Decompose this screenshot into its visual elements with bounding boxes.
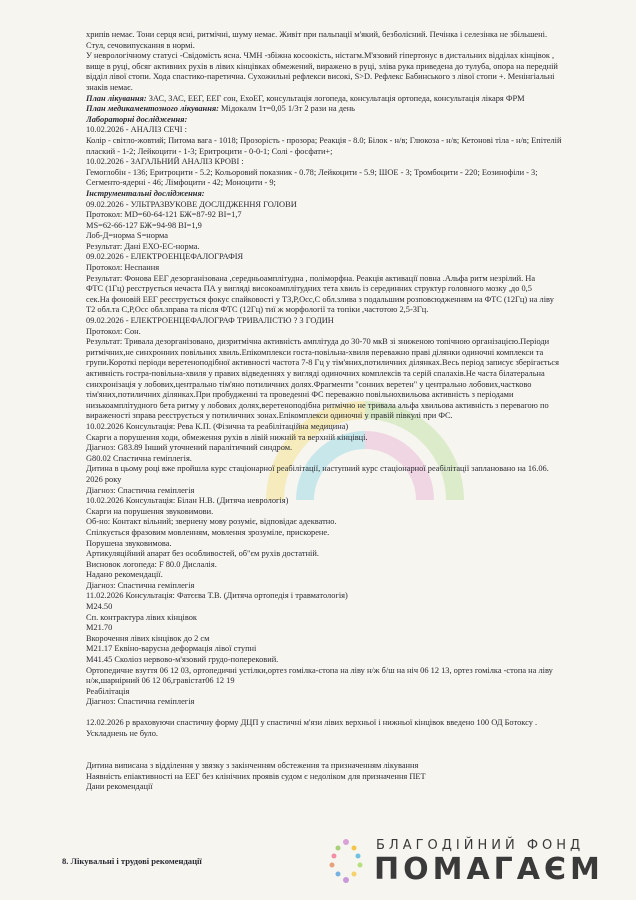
document-line: Ортопедичне взуття 06 12 03, ортопедичні устілки,ортез гомілка-стопа на ліву н/ж б/ш на ніч 06 12 13, ортез гомілка -стопа на ліву	[86, 665, 553, 675]
document-line: У неврологічному статусі -Свідомість ясна. ЧМН -збіжна косоокість, ністагм.М'язовий гіпертонус в дистальних відділах кінцівок ,	[86, 51, 555, 61]
document-line: 10.02.2026 Консультація: Білан Н.В. (Дитяча неврологія)	[86, 496, 289, 506]
document-line: Спілкується фразовим мовленням, мовлення зрозуміле, прискорене.	[86, 527, 330, 537]
document-line: плаский - 1-2; Лейкоцити - 1-3; Еритроцити - 0-0-1; Солі - фосфати+;	[86, 146, 333, 156]
document-line: сек.На фоновій ЕЕГ реєструється фокус спайковості у Т3,Р,Осс,С обл.злива з подальшим розповсюдженням на ФТС (12Гц) на ліву	[86, 294, 554, 304]
document-line: Скарги а порушення ходи, обмеження рухів в лівій нижній та верхній кінцівці.	[86, 432, 368, 442]
document-line: Протокол: MD=60-64-121 БЖ=87-92 BI=1,7	[86, 210, 242, 220]
document-line: низькоамплітудного бета ритму у лобових долях,веретеноподібна ритмічно не тривала альфа хвильова активність з перевагою по	[86, 400, 549, 410]
document-line: MS=62-66-127 БЖ=94-98 BI=1,9	[86, 220, 202, 230]
document-line: Т2 обл.та С,Р,Осс обл.зправа та після ФТС (12Гц) тиї ж морфології та топіки ,частотою 2,5-3Гц.	[86, 305, 429, 315]
document-line: вище в руці, обсяг активних рухів в лівих кінцівках обмежений, виражено в руці, зліва рука приведена до тулуба, опора на передній	[86, 61, 558, 71]
document-line: Реабілітація	[86, 686, 130, 696]
document-line: Висновок логопеда: F 80.0 Дислалія.	[86, 559, 217, 569]
document-line: Дитина в цьому році вже пройшла курс стаціонарної реабілітації, наступний курс стаціонарної реабілітації заплановано на 16.06.	[86, 464, 549, 474]
document-line: Лоб-Д=норма S=норма	[86, 231, 168, 241]
document-line: Діагноз: Спастична геміплегія	[86, 580, 195, 590]
document-line: Діагноз: Спастична геміплегія	[86, 697, 195, 707]
fund-logo-icon	[326, 834, 366, 886]
document-line: Результат: Фонова ЕЕГ дезорганізована ,середньоамплітудна , поліморфна. Реакція активації повна .Альфа ритм незрілий. На	[86, 273, 536, 283]
document-body	[86, 30, 616, 793]
document-line: 12.02.2026 р враховуючи спастичну форму ДЦП у спастичні м'язи лівих верхньої і нижньої кінцівок введено 100 ОД Ботоксу .	[86, 718, 538, 727]
document-line: знаків немає.	[86, 82, 133, 92]
document-line: Дитина виписана з відділення у звязку з закінченням обстеження та призначенням лікування	[86, 761, 419, 771]
document-line: Гемоглобін - 136; Еритроцити - 5.2; Кольоровий показник - 0.78; Лейкоцити - 5.9; ШОЕ - 3; Тромбоцити - 220; Еозинофіли - 3;	[86, 167, 538, 177]
document-line: активність гостра-повільна-хвиля у правих відведеннях у вигляді одиночних комплексів та серій спалахів.Не часта білатеральна	[86, 369, 545, 378]
document-line: Порушена звуковимова.	[86, 538, 172, 548]
document-line: M21.70	[86, 623, 113, 633]
document-line: Вкорочення лівих кінцівок до 2 см	[86, 633, 210, 643]
fund-name-top: БЛАГОДІЙНИЙ ФОНД	[376, 838, 585, 853]
document-line: Об-но: Контакт вільний; звернену мову розуміє, відповідає адекватно.	[86, 517, 337, 527]
document-line: M41.45 Сколіоз нервово-м'язовий грудо-поперековий.	[86, 655, 279, 665]
document-line: н/ж,шарнірний 06 12 06,гравістат06 12 19	[86, 676, 235, 686]
document-line: 10.02.2026 Консультація: Рева К.П. (Фізична та реабілітаційна медицина)	[86, 421, 349, 431]
document-line: 09.02.2026 - ЕЛЕКТРОЕНЦЕФАЛОГРАФІЯ	[86, 252, 244, 262]
document-line: Результат: Дані ЕХО-ЕС-норма.	[86, 241, 200, 251]
document-line: Протокол: Неспання	[86, 263, 160, 273]
document-line: Артикуляційний апарат без особливостей, об"єм рухів достатній.	[86, 549, 319, 559]
document-line: Діагноз: Спастична геміплегія	[86, 485, 195, 495]
document-line: 10.02.2026 - ЗАГАЛЬНИЙ АНАЛІЗ КРОВІ :	[86, 157, 244, 167]
document-line: Протокол: Сон.	[86, 326, 141, 336]
document-line: тім'яних,потиличних ділянках.При пробудженні та проведенні ФС переважно повільнохвильова активність з періодами	[86, 390, 514, 400]
document-line: Лабораторні дослідження:	[86, 114, 188, 124]
document-line: 09.02.2026 - ЕЛЕКТРОЕНЦЕФАЛОГРАФ ТРИВАЛІСТЮ ? 3 ГОДИН	[86, 316, 334, 326]
document-line: Стул, сечовипускання в нормі.	[86, 40, 195, 50]
document-line: Наявність епіактивності на ЕЕГ без клінічних проявів судом є недоліком для призначення ПЕТ	[86, 771, 426, 781]
document-line: Надано рекомендації.	[86, 570, 163, 580]
document-line: синхронізація у лобових,центрально тім'яно потиличних долях.Фрагменти "сонних веретен" у центрально лобових,частково	[86, 379, 532, 389]
document-line: ритмічних,не синхронних повільних хвиль.Епікомплекси госта-повільна-хвиля переважно праві ділянки одиночні комплекси та	[86, 347, 544, 357]
document-line: Дани рекомендації	[86, 782, 153, 792]
document-line: відділ лівої стопи. Хода спастико-паретична. Сухожильні рефлекси високі, S>D. Рефлекс Бабинського з лівої стопи +. Менінгіальні	[86, 72, 555, 82]
document-line: Колір - світло-жовтий; Питома вага - 1018; Прозорість - прозора; Реакція - 8.0; Білок - н/в; Глюкоза - н/в; Кетонові тіла - н/в; Епітелій	[86, 135, 562, 145]
document-line: Результат: Тривала дезорганізовано, дизритмічна активність амплітуда до 30-70 мкВ зі зниженою топічною організацією.Періоди	[86, 337, 550, 347]
document-line: 10.02.2026 - АНАЛІЗ СЕЧІ :	[86, 125, 187, 135]
document-line: 11.02.2026 Консультація: Фатєєва Т.В. (Дитяча ортопедія і травматологія)	[86, 591, 348, 601]
document-line: Діагноз: G83.89 Інший уточнений паралітичний синдром.	[86, 443, 293, 453]
fund-name-main: ПОМАГАЄМ	[374, 852, 604, 887]
document-line: M24.50	[86, 602, 113, 612]
document-line: ФТС (1Гц) реєструється нечаста ПА у вигляді високоамплітудних тета хвиль із серединних структур головного мозку ,до 0,5	[86, 284, 532, 294]
document-line: хрипів немає. Тони серця ясні, ритмічні, шуму немає. Живіт при пальпації м'який, безболісний. Печінка і селезінка не збільшені.	[86, 30, 548, 39]
document-line: групи.Короткі періоди веретеноподібної активності частота 7-8 Гц у тім'яних,потиличних ділянках.Весь період записує зберігається	[86, 358, 559, 368]
document-line: Сп. контрактура лівих кінцівок	[86, 612, 197, 622]
section-heading: 8. Лікувальні і трудові рекомендації	[62, 856, 202, 866]
document-line: вираженості зправа реєструється у потиличних зонах.Епікомплекси одиночні у правій півкулі при ФС.	[86, 411, 453, 421]
document-line: 2026 року	[86, 474, 122, 484]
document-line: M21.17 Еквіно-варусна деформація лівої ступні	[86, 644, 257, 654]
document-line: План медикаментозного лікування: Мідокалм 1т=0,05 1/3т 2 рази на день	[86, 104, 355, 114]
document-line: 09.02.2026 - УЛЬТРАЗВУКОВЕ ДОСЛІДЖЕННЯ ГОЛОВИ	[86, 199, 297, 209]
document-line: Ускладнень не було.	[86, 728, 158, 738]
document-line: План лікування: ЗАС, ЗАС, ЕЕГ, ЕЕГ сон, ЕхоЕГ, консультація логопеда, консультація ортопеда, консультація лікаря ФРМ	[86, 93, 525, 103]
document-line: Сегменто-ядерні - 46; Лімфоцити - 42; Моноцити - 9;	[86, 178, 276, 188]
document-line: G80.02 Спастична геміплегія.	[86, 453, 192, 463]
document-line: Інструментальні дослідження:	[86, 188, 205, 198]
document-line: Скарги на порушення звуковимови.	[86, 506, 214, 516]
